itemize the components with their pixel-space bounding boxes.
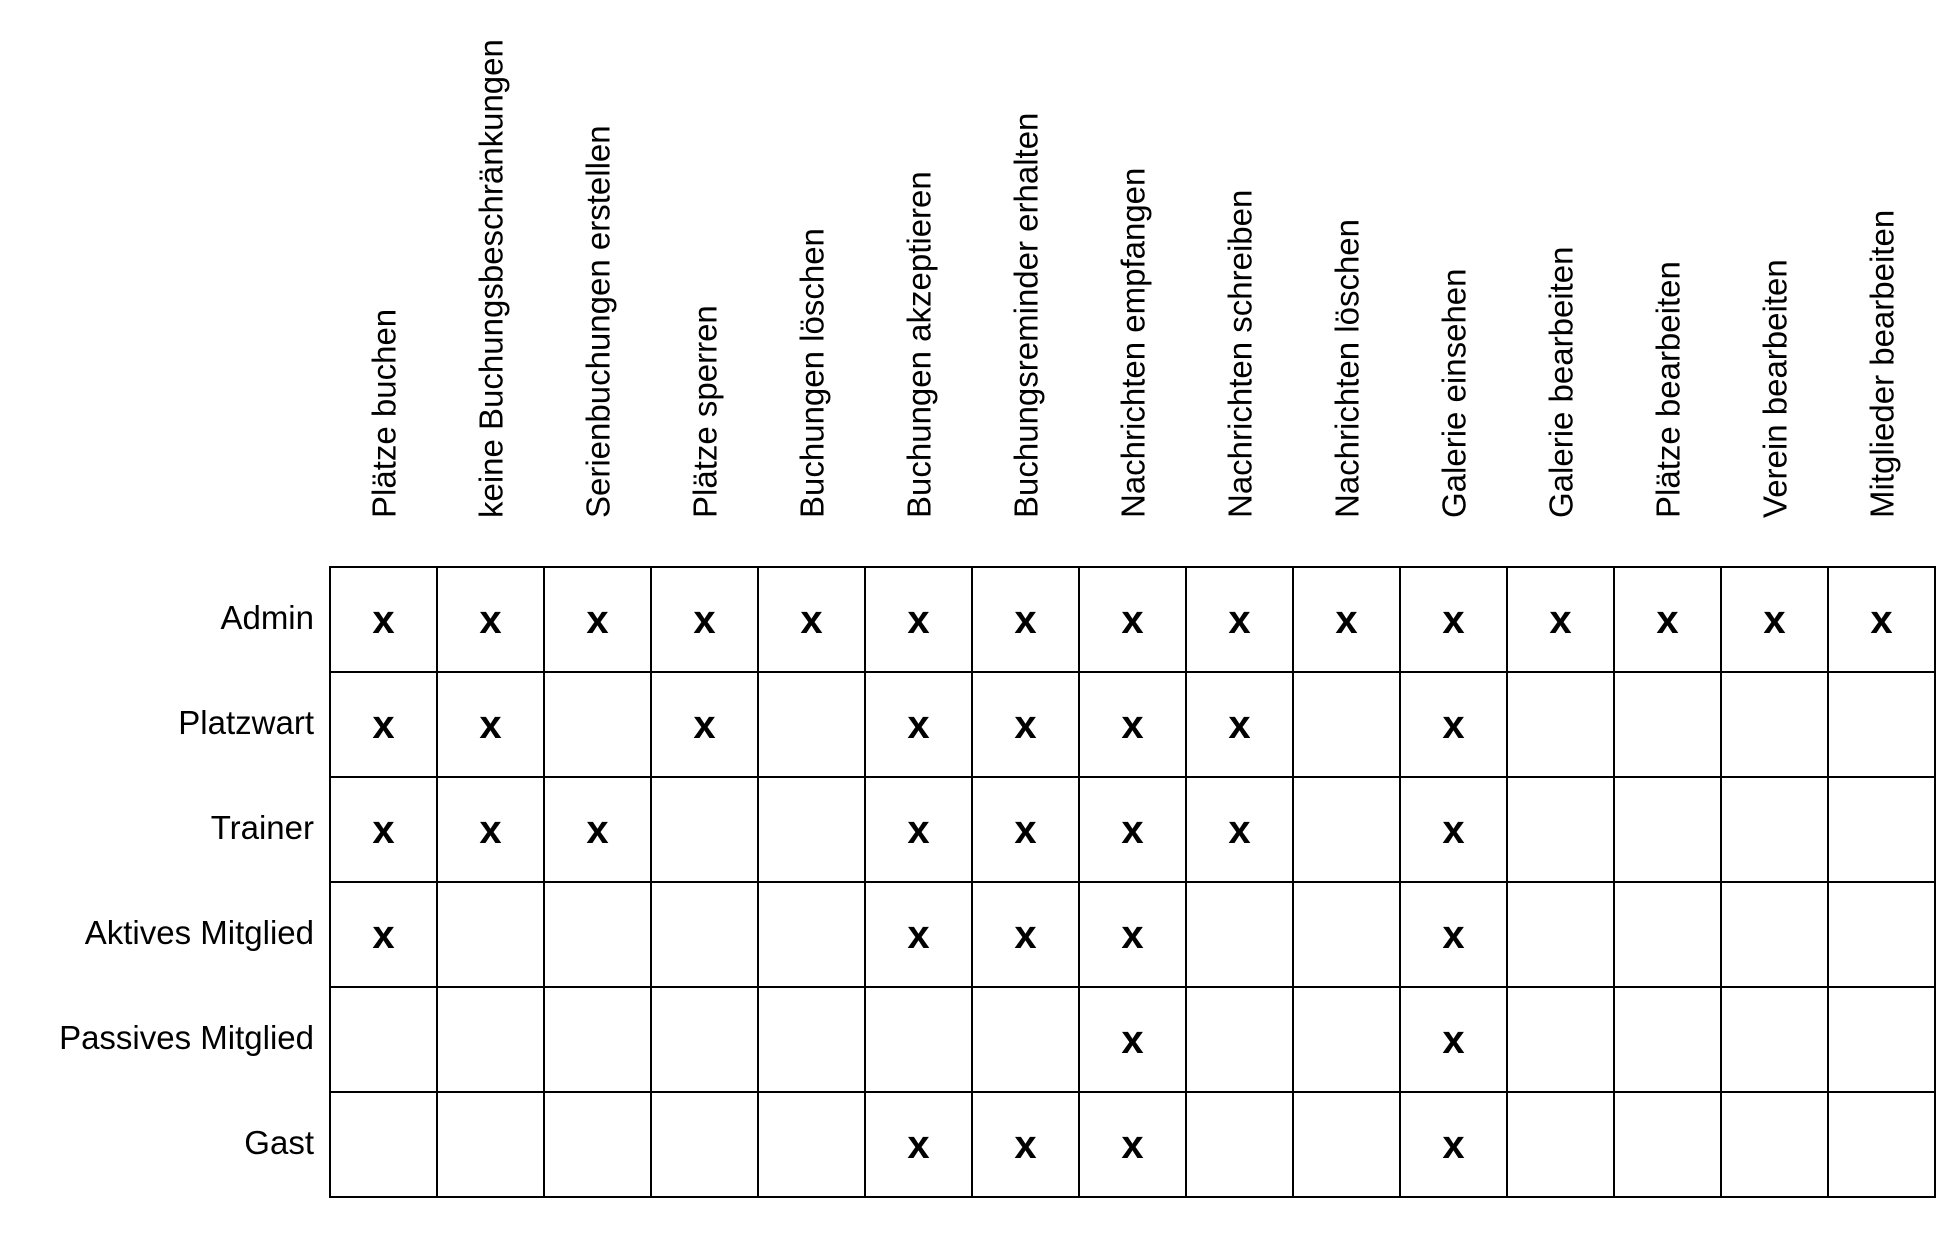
permission-cell bbox=[759, 1093, 866, 1198]
column-header-label: Nachrichten schreiben bbox=[1221, 189, 1258, 518]
table-row bbox=[331, 1093, 1936, 1198]
column-header-label: Plätze bearbeiten bbox=[1649, 261, 1686, 518]
permission-cell: x bbox=[973, 883, 1080, 988]
permission-cell bbox=[1187, 883, 1294, 988]
permission-cell bbox=[759, 778, 866, 883]
permission-cell: x bbox=[1080, 673, 1187, 778]
permission-cell bbox=[1615, 778, 1722, 883]
permission-cell: x bbox=[545, 568, 652, 673]
permission-cell: x bbox=[1080, 988, 1187, 1093]
column-header bbox=[1080, 0, 1185, 560]
column-header-label: Plätze buchen bbox=[365, 308, 402, 518]
column-header bbox=[1294, 0, 1399, 560]
permission-cell bbox=[1508, 673, 1615, 778]
permission-cell: x bbox=[438, 673, 545, 778]
permission-cell bbox=[866, 988, 973, 1093]
permission-cell: x bbox=[1401, 673, 1508, 778]
column-header bbox=[1722, 0, 1827, 560]
permission-cell bbox=[331, 988, 438, 1093]
permission-cell: x bbox=[866, 673, 973, 778]
permission-cell bbox=[1722, 988, 1829, 1093]
table-row bbox=[331, 883, 1936, 988]
column-header-label: Nachrichten empfangen bbox=[1114, 167, 1151, 518]
column-header-label: Mitglieder bearbeiten bbox=[1863, 209, 1900, 518]
permission-cell bbox=[652, 883, 759, 988]
permission-cell bbox=[652, 778, 759, 883]
permission-cell: x bbox=[1080, 1093, 1187, 1198]
permission-cell: x bbox=[1080, 778, 1187, 883]
permission-cell bbox=[1615, 883, 1722, 988]
row-label: Platzwart bbox=[178, 704, 314, 741]
permission-cell: x bbox=[866, 778, 973, 883]
permission-cell bbox=[1508, 883, 1615, 988]
column-header bbox=[1829, 0, 1934, 560]
permission-cell bbox=[545, 673, 652, 778]
column-header bbox=[438, 0, 543, 560]
permission-cell bbox=[438, 1093, 545, 1198]
permission-cell bbox=[1615, 1093, 1722, 1198]
permission-cell: x bbox=[1187, 778, 1294, 883]
permission-cell bbox=[1829, 988, 1936, 1093]
column-header-label: Verein bearbeiten bbox=[1756, 259, 1793, 518]
permission-cell: x bbox=[1401, 778, 1508, 883]
permission-cell: x bbox=[1187, 568, 1294, 673]
permission-cell: x bbox=[759, 568, 866, 673]
permission-cell bbox=[1722, 778, 1829, 883]
row-label: Trainer bbox=[210, 809, 314, 846]
permission-cell: x bbox=[1508, 568, 1615, 673]
permission-cell bbox=[1187, 988, 1294, 1093]
permission-cell: x bbox=[1722, 568, 1829, 673]
permission-cell bbox=[1508, 988, 1615, 1093]
permission-cell bbox=[652, 1093, 759, 1198]
column-header-label: Serienbuchungen erstellen bbox=[579, 125, 616, 518]
permission-cell bbox=[1829, 883, 1936, 988]
permission-cell: x bbox=[973, 778, 1080, 883]
permission-cell bbox=[1722, 883, 1829, 988]
permission-cell bbox=[1508, 1093, 1615, 1198]
column-header bbox=[545, 0, 650, 560]
permission-cell bbox=[331, 1093, 438, 1198]
permission-cell bbox=[1294, 1093, 1401, 1198]
permission-cell: x bbox=[1401, 988, 1508, 1093]
table-row bbox=[331, 568, 1936, 673]
column-header-label: Buchungen akzeptieren bbox=[900, 171, 937, 518]
row-label: Aktives Mitglied bbox=[84, 914, 314, 951]
column-header bbox=[1508, 0, 1613, 560]
column-header bbox=[1615, 0, 1720, 560]
permission-cell: x bbox=[1829, 568, 1936, 673]
permission-cell: x bbox=[866, 1093, 973, 1198]
permission-cell bbox=[1615, 673, 1722, 778]
permission-cell: x bbox=[545, 778, 652, 883]
permission-cell: x bbox=[1080, 568, 1187, 673]
permission-cell: x bbox=[438, 568, 545, 673]
permission-cell bbox=[1294, 883, 1401, 988]
permission-cell: x bbox=[331, 778, 438, 883]
permission-cell: x bbox=[331, 568, 438, 673]
permission-cell bbox=[1294, 988, 1401, 1093]
permission-cell: x bbox=[438, 778, 545, 883]
permission-cell bbox=[545, 883, 652, 988]
permission-cell: x bbox=[866, 568, 973, 673]
permission-cell: x bbox=[973, 1093, 1080, 1198]
column-header bbox=[759, 0, 864, 560]
permission-cell: x bbox=[331, 673, 438, 778]
permission-cell: x bbox=[866, 883, 973, 988]
column-header-label: Plätze sperren bbox=[686, 305, 723, 518]
permission-cell bbox=[1615, 988, 1722, 1093]
table-row bbox=[331, 673, 1936, 778]
permission-cell bbox=[1294, 778, 1401, 883]
column-header-label: Buchungen löschen bbox=[793, 228, 830, 518]
permission-cell bbox=[1508, 778, 1615, 883]
permission-cell bbox=[1829, 1093, 1936, 1198]
permission-cell bbox=[759, 988, 866, 1093]
column-header bbox=[331, 0, 436, 560]
column-header-label: Buchungsreminder erhalten bbox=[1007, 112, 1044, 518]
permission-cell bbox=[759, 673, 866, 778]
permission-cell: x bbox=[1401, 883, 1508, 988]
column-header bbox=[1187, 0, 1292, 560]
permission-cell: x bbox=[973, 568, 1080, 673]
permission-cell bbox=[759, 883, 866, 988]
permission-cell bbox=[438, 883, 545, 988]
table-row bbox=[331, 778, 1936, 883]
column-header bbox=[1401, 0, 1506, 560]
column-header-label: Galerie bearbeiten bbox=[1542, 246, 1579, 518]
permission-cell bbox=[438, 988, 545, 1093]
column-header-label: keine Buchungsbeschränkungen bbox=[472, 39, 509, 518]
row-label: Gast bbox=[244, 1124, 314, 1161]
table-row bbox=[331, 988, 1936, 1093]
permission-cell: x bbox=[1401, 1093, 1508, 1198]
column-header-label: Galerie einsehen bbox=[1435, 268, 1472, 518]
permission-cell bbox=[652, 988, 759, 1093]
permission-cell bbox=[1829, 778, 1936, 883]
permission-cell bbox=[1722, 673, 1829, 778]
permission-cell: x bbox=[331, 883, 438, 988]
row-label: Passives Mitglied bbox=[59, 1019, 314, 1056]
permission-cell bbox=[1294, 673, 1401, 778]
permission-cell: x bbox=[652, 568, 759, 673]
column-header bbox=[652, 0, 757, 560]
permission-cell bbox=[1722, 1093, 1829, 1198]
column-header-label: Nachrichten löschen bbox=[1328, 219, 1365, 518]
permission-cell bbox=[545, 1093, 652, 1198]
permission-cell: x bbox=[973, 673, 1080, 778]
permission-cell bbox=[973, 988, 1080, 1093]
column-header bbox=[866, 0, 971, 560]
permission-cell bbox=[1187, 1093, 1294, 1198]
permission-cell: x bbox=[652, 673, 759, 778]
permission-cell: x bbox=[1294, 568, 1401, 673]
permission-cell bbox=[545, 988, 652, 1093]
permission-cell bbox=[1829, 673, 1936, 778]
permission-cell: x bbox=[1080, 883, 1187, 988]
permissions-grid bbox=[329, 566, 1936, 1198]
permission-cell: x bbox=[1615, 568, 1722, 673]
column-header bbox=[973, 0, 1078, 560]
permission-cell: x bbox=[1187, 673, 1294, 778]
row-label: Admin bbox=[220, 599, 314, 636]
permission-cell: x bbox=[1401, 568, 1508, 673]
